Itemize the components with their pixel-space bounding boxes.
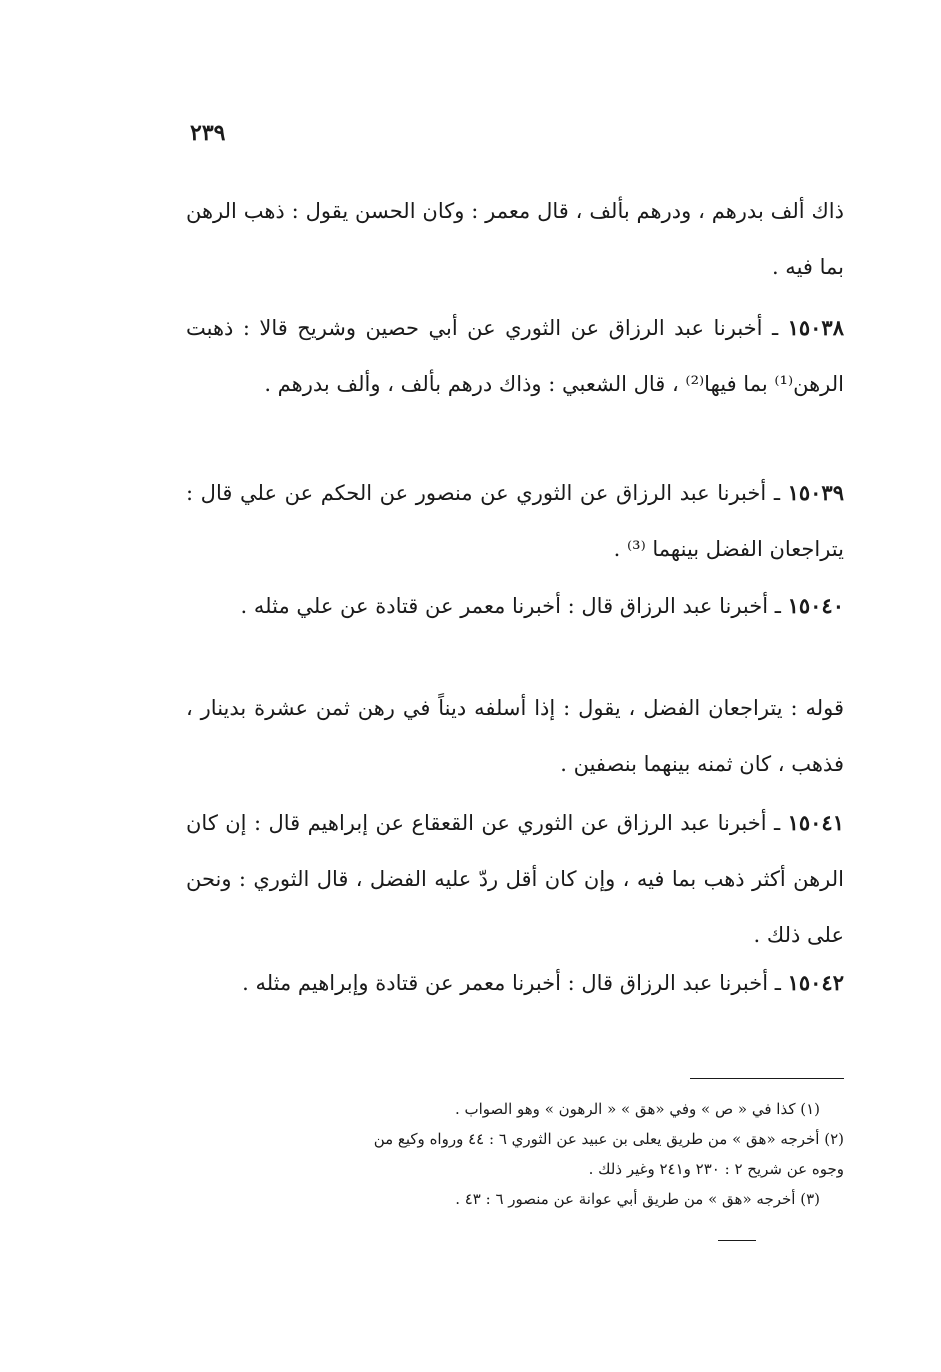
hadith-15038: [186, 300, 844, 412]
footnote-separator: [690, 1078, 844, 1079]
page-number: ٢٣٩: [190, 120, 226, 146]
hadith-number: ١٥٠٤٠: [787, 593, 844, 618]
paragraph-text: ـ أخبرنا عبد الرزاق قال : أخبرنا معمر عن قتادة عن علي مثله .: [240, 594, 788, 618]
hadith-15042: [186, 955, 844, 1011]
hadith-15040: [186, 578, 844, 634]
end-mark: [718, 1240, 756, 1241]
footnote-1: (١) كذا في « ص » وفي «هق » « الرهون » وهو الصواب .: [454, 1100, 820, 1118]
footnote-3: (٣) أخرجه «هق » من طريق أبي عوانة عن منصور ٦ : ٤٣ .: [455, 1190, 820, 1208]
footnotes: [186, 1094, 844, 1214]
paragraph-text: قوله : يتراجعان الفضل ، يقول : إذا أسلفه ديناً في رهن ثمن عشرة بدينار ، فذهب ، كان ثمنه بينهما بنصفين .: [186, 696, 844, 776]
paragraph-text: ـ أخبرنا عبد الرزاق عن الثوري عن منصور عن الحكم عن علي قال : يتراجعان الفضل بينهما ⁽³⁾ .: [186, 481, 844, 561]
hadith-15039: [186, 465, 844, 577]
paragraph-continuation: [186, 183, 844, 295]
explanation-paragraph: [186, 680, 844, 792]
hadith-number: ١٥٠٤١: [787, 810, 844, 835]
footnote-2: (٢) أخرجه «هق » من طريق يعلى بن عبيد عن الثوري ٦ : ٤٤ ورواه وكيع من: [373, 1130, 844, 1148]
paragraph-text: ـ أخبرنا عبد الرزاق عن الثوري عن القعقاع عن إبراهيم قال : إن كان الرهن أكثر ذهب بما فيه ، وإن كان أقل ردّ عليه الفضل ، قال الثوري : ونحن على ذلك .: [186, 811, 844, 947]
paragraph-text: ـ أخبرنا عبد الرزاق عن الثوري عن أبي حصين وشريح قالا : ذهبت الرهن⁽¹⁾ بما فيها⁽²⁾ ، قال الشعبي : وذاك درهم بألف ، وألف بدرهم .: [186, 316, 844, 396]
paragraph-text: ذاك ألف بدرهم ، ودرهم بألف ، قال معمر : وكان الحسن يقول : ذهب الرهن بما فيه .: [186, 199, 844, 279]
hadith-number: ١٥٠٤٢: [787, 970, 844, 995]
hadith-number: ١٥٠٣٩: [787, 480, 844, 505]
paragraph-text: ـ أخبرنا عبد الرزاق قال : أخبرنا معمر عن قتادة وإبراهيم مثله .: [242, 971, 788, 995]
hadith-15041: [186, 795, 844, 963]
footnote-2-continued: وجوه عن شريح ٢ : ٢٣٠ و٢٤١ وغير ذلك .: [588, 1160, 844, 1178]
hadith-number: ١٥٠٣٨: [787, 315, 844, 340]
